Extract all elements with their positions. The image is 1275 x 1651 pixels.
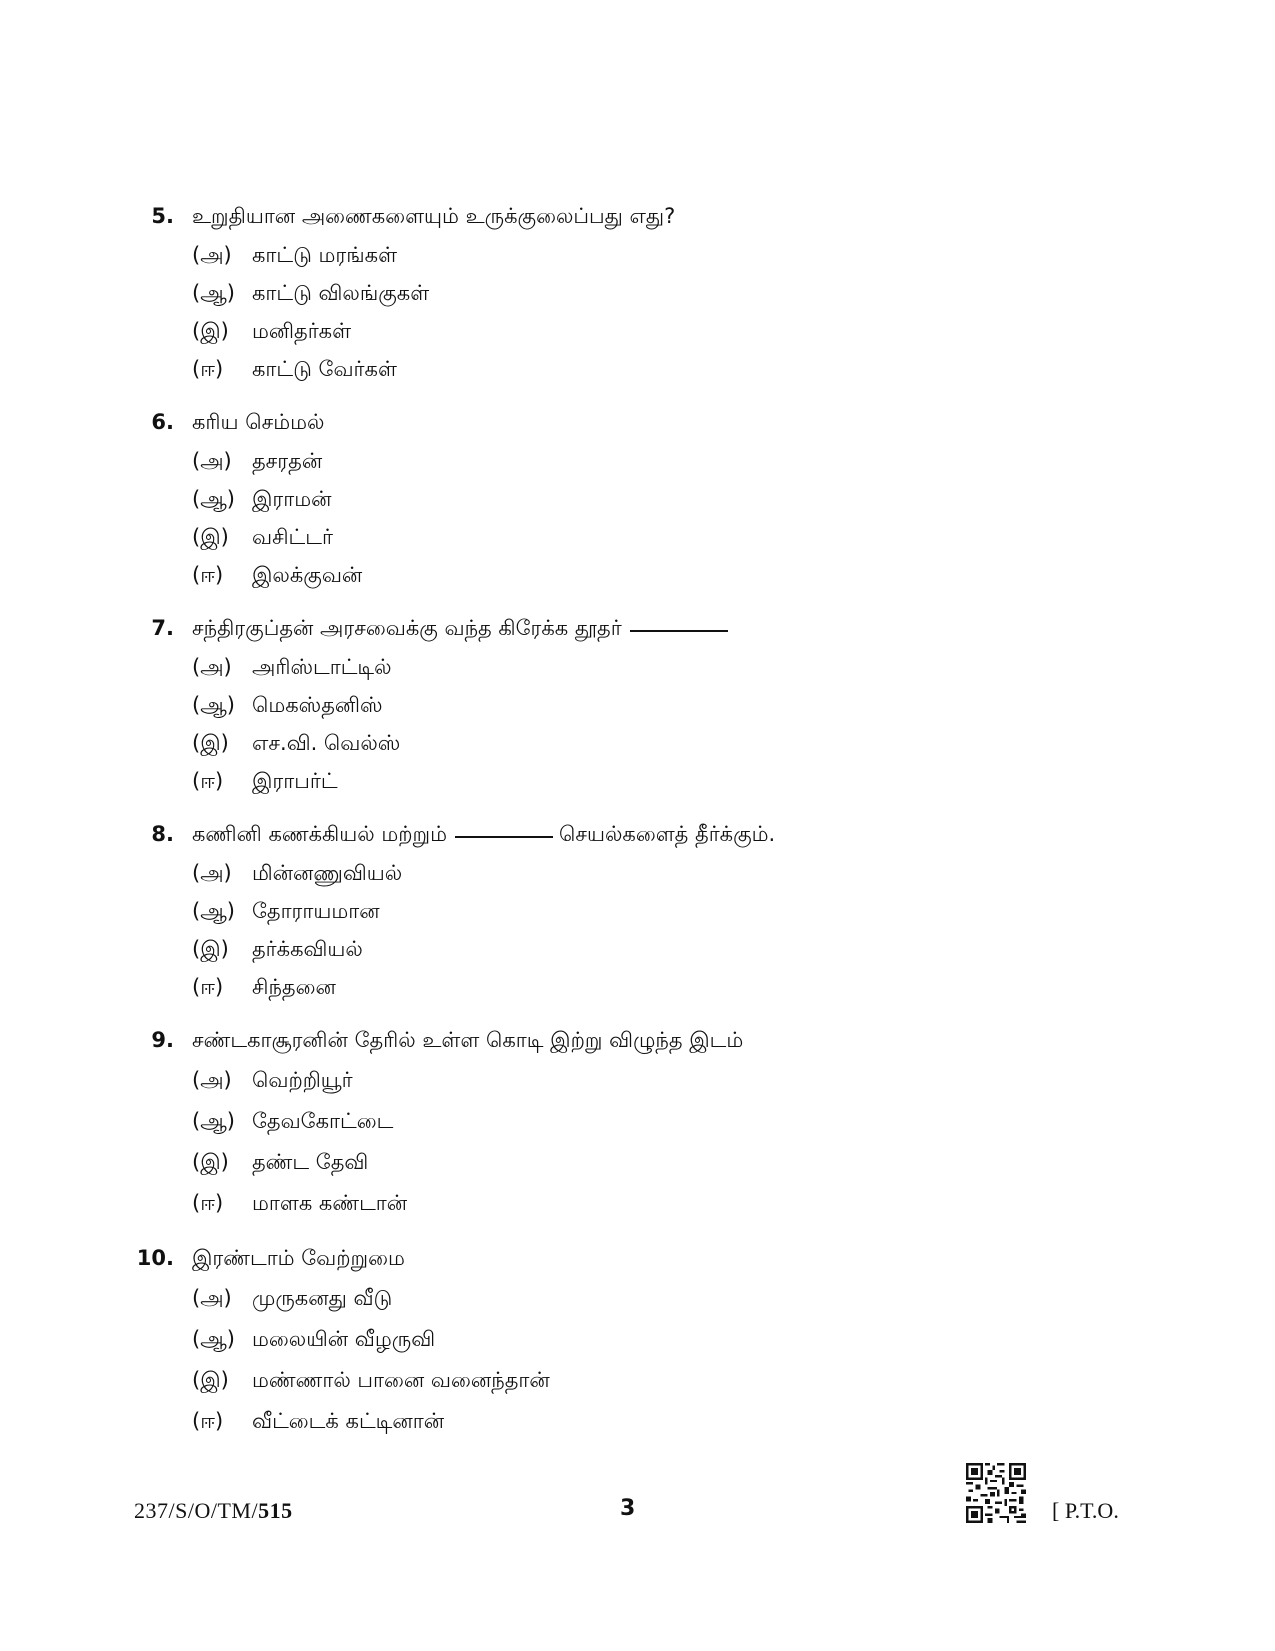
option-label: (ஈ) (192, 975, 224, 999)
option-label: (ஆ) (192, 693, 235, 717)
option-label: (அ) (192, 1068, 232, 1092)
question-text (192, 814, 775, 854)
option-ii (134, 1183, 1134, 1224)
option-text: தேவகோட்டை (252, 1109, 394, 1133)
option-label: (இ) (192, 1368, 229, 1392)
option-text: காட்டு மரங்கள் (252, 243, 398, 267)
paper-code-prefix: 237/S/O/TM/ (134, 1498, 259, 1523)
option-text: வீட்டைக் கட்டினான் (252, 1409, 445, 1433)
option-label: (இ) (192, 525, 229, 549)
option-ii (134, 350, 1134, 388)
option-label: (ஆ) (192, 1109, 235, 1133)
paper-code-suffix: 515 (258, 1498, 293, 1523)
question-stem (134, 196, 1134, 236)
option-a (134, 442, 1134, 480)
question-text: உறுதியான அணைகளையும் உருக்குலைப்பது எது? (192, 204, 676, 228)
option-aa (134, 686, 1134, 724)
option-i (134, 1142, 1134, 1183)
option-text: காட்டு வேர்கள் (252, 357, 397, 381)
question-number: 6. (151, 410, 174, 434)
option-a (134, 1278, 1134, 1319)
question-text: கரிய செம்மல் (192, 410, 325, 434)
question-stem (134, 1020, 1134, 1060)
option-aa (134, 892, 1134, 930)
option-i (134, 724, 1134, 762)
option-text: மலையின் வீழருவி (252, 1327, 436, 1351)
option-a (134, 1060, 1134, 1101)
option-i (134, 1360, 1134, 1401)
option-text: மண்ணால் பானை வனைந்தான் (252, 1368, 550, 1392)
option-text: மாளக கண்டான் (252, 1191, 408, 1215)
question-number: 10. (136, 1246, 174, 1270)
question-number: 5. (151, 204, 174, 228)
question-number: 7. (151, 616, 174, 640)
question-list (134, 196, 1134, 1442)
answer-blank (630, 630, 728, 632)
option-label: (ஈ) (192, 563, 224, 587)
option-label: (அ) (192, 243, 232, 267)
option-label: (ஈ) (192, 357, 224, 381)
question-text-before-blank: கணினி கணக்கியல் மற்றும் (192, 822, 448, 846)
option-ii (134, 762, 1134, 800)
question-8 (134, 814, 1134, 1006)
option-text: தண்ட தேவி (252, 1150, 369, 1174)
option-text: தர்க்கவியல் (252, 937, 363, 961)
option-a (134, 648, 1134, 686)
option-i (134, 930, 1134, 968)
option-aa (134, 1319, 1134, 1360)
question-10 (134, 1238, 1134, 1442)
option-aa (134, 274, 1134, 312)
question-6 (134, 402, 1134, 594)
answer-blank (455, 836, 553, 838)
question-stem (134, 608, 1134, 648)
option-ii (134, 556, 1134, 594)
question-text: சண்டகாசூரனின் தேரில் உள்ள கொடி இற்று விழுந்த இடம் (192, 1028, 744, 1052)
option-ii (134, 1401, 1134, 1442)
option-text: தோராயமான (252, 899, 380, 923)
question-stem (134, 1238, 1134, 1278)
option-text: மெகஸ்தனிஸ் (252, 693, 383, 717)
option-text: சிந்தனை (252, 975, 336, 999)
option-label: (இ) (192, 937, 229, 961)
question-text-before-blank: சந்திரகுப்தன் அரசவைக்கு வந்த கிரேக்க தூதர் (192, 616, 622, 640)
qr-code-icon (966, 1463, 1026, 1523)
option-aa (134, 480, 1134, 518)
question-text: இரண்டாம் வேற்றுமை (192, 1246, 405, 1270)
option-i (134, 518, 1134, 556)
option-aa (134, 1101, 1134, 1142)
option-text: தசரதன் (252, 449, 323, 473)
option-ii (134, 968, 1134, 1006)
question-stem (134, 402, 1134, 442)
option-i (134, 312, 1134, 350)
option-text: இராமன் (252, 487, 332, 511)
option-label: (ஆ) (192, 899, 235, 923)
question-number: 8. (151, 822, 174, 846)
option-text: வசிட்டர் (252, 525, 333, 549)
option-label: (ஈ) (192, 1409, 224, 1433)
please-turn-over: [ P.T.O. (1052, 1498, 1119, 1523)
option-text: மின்னணுவியல் (252, 861, 403, 885)
paper-code (134, 1498, 293, 1524)
option-label: (ஆ) (192, 1327, 235, 1351)
option-label: (ஈ) (192, 769, 224, 793)
option-text: காட்டு விலங்குகள் (252, 281, 430, 305)
option-a (134, 854, 1134, 892)
option-text: மனிதர்கள் (252, 319, 352, 343)
option-label: (அ) (192, 1286, 232, 1310)
option-label: (ஆ) (192, 487, 235, 511)
question-number: 9. (151, 1028, 174, 1052)
question-text-after-blank: செயல்களைத் தீர்க்கும். (559, 822, 776, 846)
option-text: முருகனது வீடு (252, 1286, 393, 1310)
option-a (134, 236, 1134, 274)
question-text (192, 608, 734, 648)
option-text: எச.வி. வெல்ஸ் (252, 731, 401, 755)
question-9 (134, 1020, 1134, 1224)
option-text: அரிஸ்டாட்டில் (252, 655, 392, 679)
page-number: 3 (620, 1496, 636, 1521)
option-text: வெற்றியூர் (252, 1068, 353, 1092)
option-label: (இ) (192, 319, 229, 343)
option-label: (அ) (192, 655, 232, 679)
option-label: (ஆ) (192, 281, 235, 305)
option-label: (அ) (192, 861, 232, 885)
option-label: (இ) (192, 731, 229, 755)
question-5 (134, 196, 1134, 388)
option-text: இலக்குவன் (252, 563, 363, 587)
question-stem (134, 814, 1134, 854)
question-7 (134, 608, 1134, 800)
option-label: (அ) (192, 449, 232, 473)
option-label: (இ) (192, 1150, 229, 1174)
option-label: (ஈ) (192, 1191, 224, 1215)
option-text: இராபர்ட் (252, 769, 338, 793)
